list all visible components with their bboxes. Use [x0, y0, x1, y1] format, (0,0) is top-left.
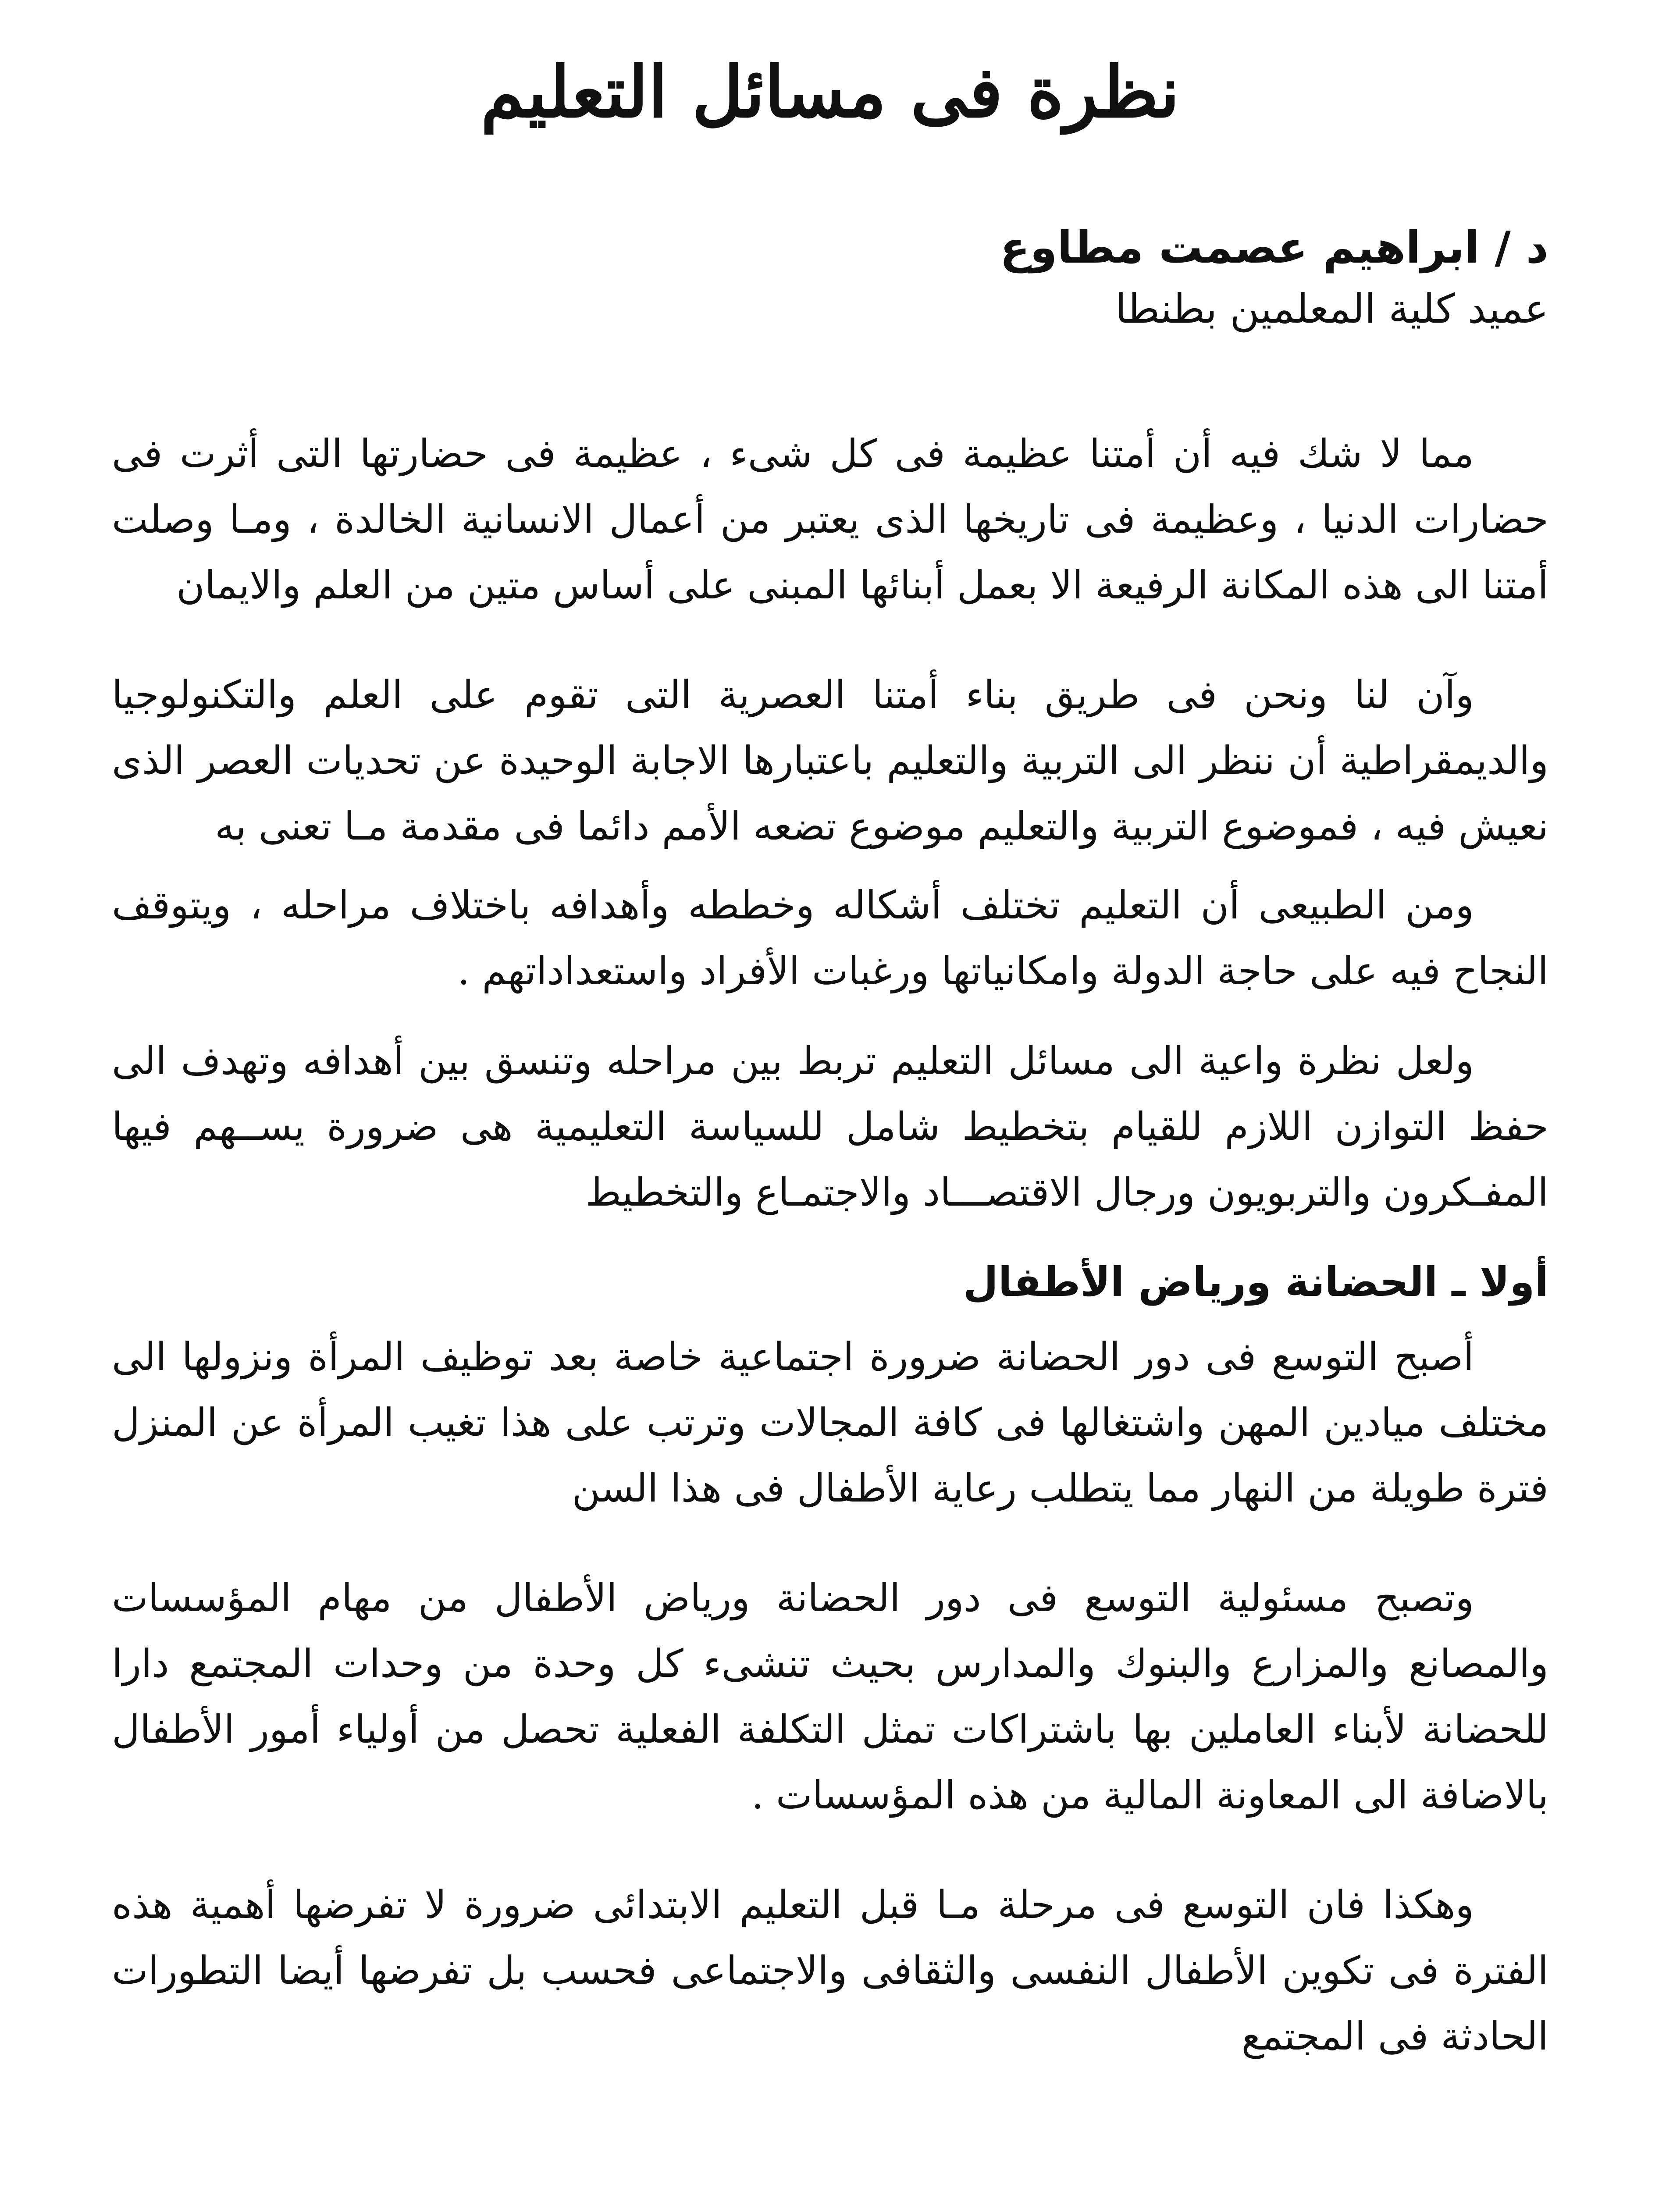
paragraph-education-challenges: وآن لنا ونحن فى طريق بناء أمتنا العصرية التى تقوم على العلم والتكنولوجيا والديمقراطية أن ننظر الى التربية والتعليم باعتبارها الاجابة الوحيدة عن تحديات العصر الذى نعيش فيه ، فموضوع التربية والتعليم موضوع تضعه الأمم دائما فى مقدمة مـا تعنى به: [112, 672, 1548, 849]
paragraph-planning: ولعل نظرة واعية الى مسائل التعليم تربط بين مراحله وتنسق بين أهدافه وتهدف الى حفظ التوازن اللازم للقيام بتخطيط شامل للسياسة التعليمية هى ضرورة يســهم فيها المفـكرون والتربويون ورجال الاقتصـــاد والاجتمـاع والتخطيط: [112, 1038, 1548, 1215]
author-name: د / ابراهيم عصمت مطاوع: [1000, 222, 1548, 273]
paragraph-education-stages: ومن الطبيعى أن التعليم تختلف أشكاله وخططه وأهدافه باختلاف مراحله ، ويتوقف النجاح فيه على حاجة الدولة وامكانياتها ورغبات الأفراد واستعداداتهم .: [112, 882, 1548, 993]
paragraph-nurseries: أصبح التوسع فى دور الحضانة ضرورة اجتماعية خاصة بعد توظيف المرأة ونزولها الى مختلف ميادين المهن واشتغالها فى كافة المجالات وترتب على هذا تغيب المرأة عن المنزل فترة طويلة من النهار مما يتطلب رعاية الأطفال فى هذا السن: [112, 1334, 1548, 1511]
paragraph-institutions: وتصبح مسئولية التوسع فى دور الحضانة ورياض الأطفال من مهام المؤسسات والمصانع والمزارع والبنوك والمدارس بحيث تنشىء كل وحدة من وحدات المجتمع دارا للحضانة لأبناء العاملين بها باشتراكات تمثل التكلفة الفعلية تحصل من أولياء أمور الأطفال بالاضافة الى المعاونة المالية من هذه المؤسسات .: [112, 1575, 1548, 1818]
paragraph-intro: مما لا شك فيه أن أمتنا عظيمة فى كل شىء ، عظيمة فى حضارتها التى أثرت فى حضارات الدنيا ، وعظيمة فى تاريخها الذى يعتبر من أعمال الانسانية الخالدة ، ومـا وصلت أمتنا الى هذه المكانة الرفيعة الا بعمل أبنائها المبنى على أساس متين من العلم والايمان: [112, 431, 1548, 608]
author-role: عميد كلية المعلمين بطنطا: [1115, 285, 1548, 332]
article-title: نظرة فى مسائل التعليم: [481, 51, 1180, 133]
paragraph-preschool-expansion: وهكذا فان التوسع فى مرحلة مـا قبل التعليم الابتدائى ضرورة لا تفرضها أهمية هذه الفترة فى تكوين الأطفال النفسى والثقافى والاجتماعى فحسب بل تفرضها أيضا التطورات الحادثة فى المجتمع: [112, 1882, 1548, 2059]
section-heading: أولا ـ الحضانة ورياض الأطفال: [963, 1259, 1548, 1306]
